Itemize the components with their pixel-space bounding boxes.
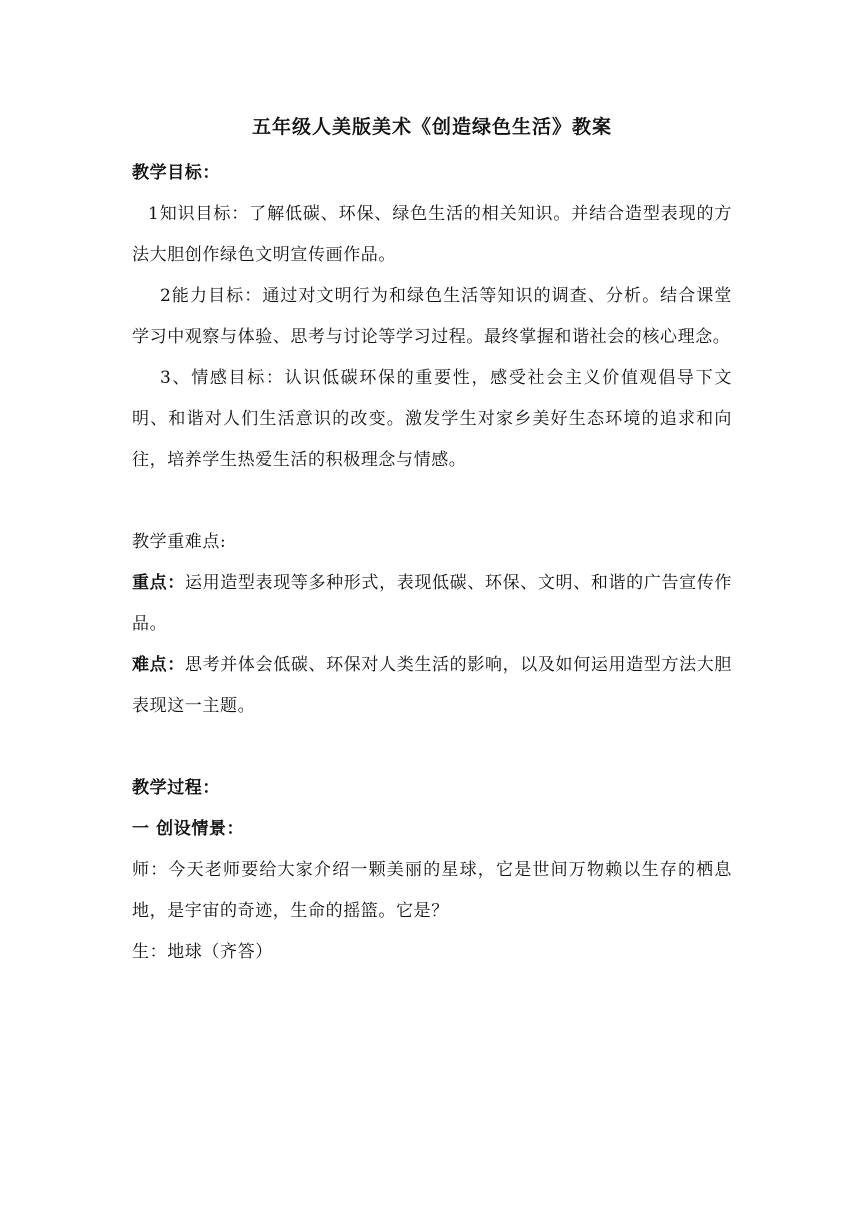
objective-knowledge: 1知识目标：了解低碳、环保、绿色生活的相关知识。并结合造型表现的方法大胆创作绿色文明宣传画作品。: [132, 204, 732, 265]
objective-ability: 2能力目标：通过对文明行为和绿色生活等知识的调查、分析。结合课堂学习中观察与体验、思考与讨论等学习过程。最终掌握和谐社会的核心理念。: [132, 286, 732, 347]
spacer: [132, 727, 732, 768]
student-line: 生：地球（齐答）: [132, 942, 273, 962]
objectives-heading: 教学目标：: [132, 163, 220, 183]
key-points-heading: 教学重难点:: [132, 532, 227, 552]
key-point-paragraph: [132, 563, 732, 645]
key-point-label: 重点：: [132, 573, 185, 593]
section-1-heading: 一 创设情景：: [132, 819, 245, 839]
document-page: [132, 112, 732, 973]
document-title: 五年级人美版美术《创造绿色生活》教案: [251, 116, 612, 138]
difficulty-text: 思考并体会低碳、环保对人类生活的影响，以及如何运用造型方法大胆表现这一主题。: [132, 655, 732, 716]
process-heading: 教学过程：: [132, 778, 220, 798]
difficulty-label: 难点：: [132, 655, 185, 675]
difficulty-paragraph: [132, 645, 732, 727]
key-point-text: 运用造型表现等多种形式，表现低碳、环保、文明、和谐的广告宣传作品。: [132, 573, 732, 634]
teacher-line: 师：今天老师要给大家介绍一颗美丽的星球，它是世间万物赖以生存的栖息地，是宇宙的奇迹，生命的摇篮。它是？: [132, 860, 732, 921]
spacer: [132, 481, 732, 522]
objective-emotion: 3、情感目标：认识低碳环保的重要性，感受社会主义价值观倡导下文明、和谐对人们生活意识的改变。激发学生对家乡美好生态环境的追求和向往，培养学生热爱生活的积极理念与情感。: [132, 368, 732, 470]
